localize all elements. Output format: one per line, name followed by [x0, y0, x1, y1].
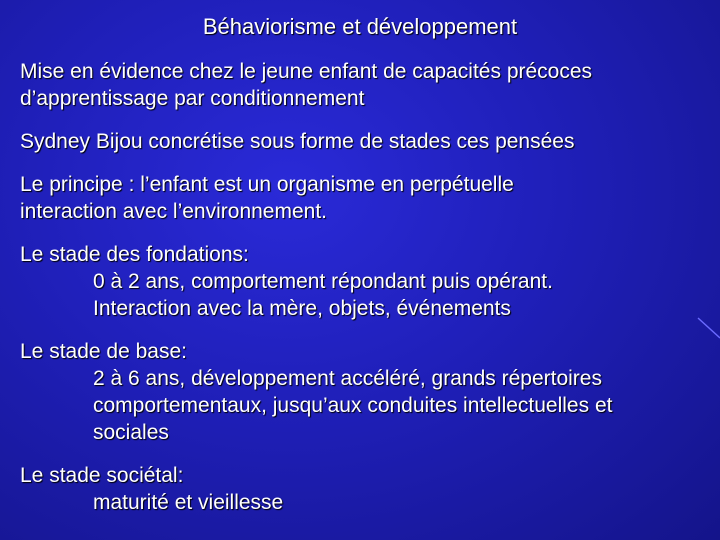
decorative-line: [690, 300, 720, 340]
text-line: Le principe : l’enfant est un organisme en perpétuelle: [20, 173, 514, 196]
stage-detail: sociales: [93, 421, 169, 444]
text-line: interaction avec l’environnement.: [20, 200, 328, 223]
paragraph-early-learning: [20, 58, 710, 112]
stage-detail: comportementaux, jusqu’aux conduites intellectuelles et: [93, 394, 613, 417]
stage-detail: maturité et vieillesse: [93, 491, 284, 514]
text-line: d’apprentissage par conditionnement: [20, 87, 365, 110]
paragraph-bijou: [20, 128, 710, 155]
slide-body: [20, 58, 710, 516]
stage-heading: Le stade des fondations:: [20, 243, 249, 266]
paragraph-stage-foundations: [20, 241, 710, 322]
stage-heading: Le stade de base:: [20, 340, 187, 363]
stage-detail: Interaction avec la mère, objets, événements: [93, 297, 511, 320]
text-line: Mise en évidence chez le jeune enfant de capacités précoces: [20, 60, 593, 83]
stage-heading: Le stade sociétal:: [20, 464, 184, 487]
text-line: Sydney Bijou concrétise sous forme de stades ces pensées: [20, 130, 575, 153]
stage-detail: 2 à 6 ans, développement accéléré, grands répertoires: [93, 367, 602, 390]
paragraph-stage-base: [20, 338, 710, 446]
paragraph-principle: [20, 171, 710, 225]
slide-title: Béhaviorisme et développement: [202, 14, 518, 39]
paragraph-stage-societal: [20, 462, 710, 516]
stage-detail: 0 à 2 ans, comportement répondant puis opérant.: [93, 270, 553, 293]
